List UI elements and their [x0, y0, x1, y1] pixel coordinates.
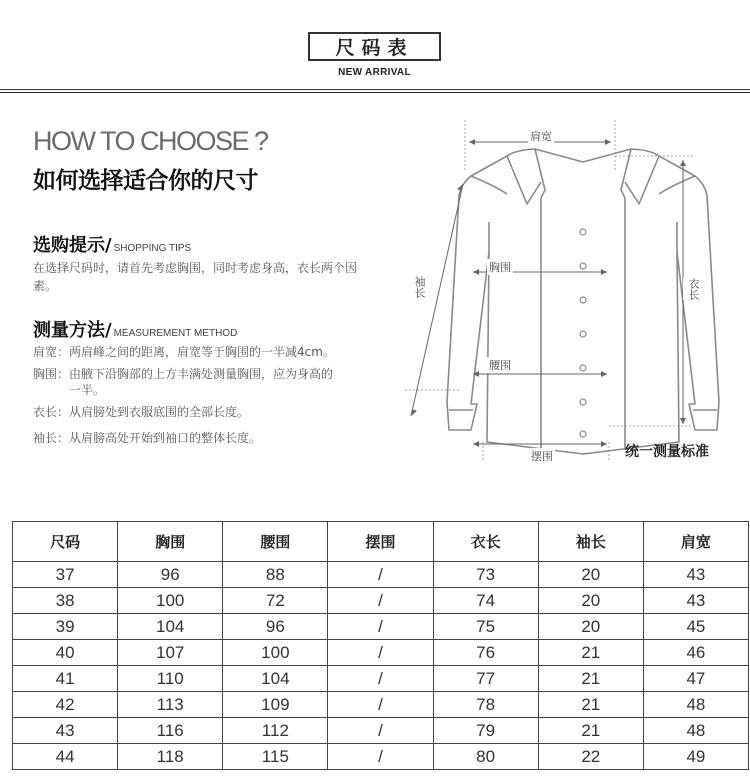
table-cell: 20	[538, 562, 643, 588]
unified-standard-label: 统一测量标准	[625, 444, 709, 460]
method-item-text: 由腋下沿胸部的上方丰满处测量胸围，应为身高的一半。	[69, 367, 334, 397]
table-cell: 45	[643, 614, 748, 640]
column-header-hem: 摆围	[328, 522, 433, 562]
new-arrival-subtitle: NEW ARRIVAL	[338, 67, 411, 78]
table-cell: 40	[13, 640, 118, 666]
column-header-sleeve: 袖长	[538, 522, 643, 562]
size-table	[12, 521, 749, 770]
table-cell: 48	[643, 718, 748, 744]
table-cell: 77	[433, 666, 538, 692]
table-cell: 39	[13, 614, 118, 640]
table-cell: 96	[118, 562, 223, 588]
table-cell: 112	[223, 718, 328, 744]
table-cell: /	[328, 562, 433, 588]
shoulder-label: 肩宽	[530, 130, 552, 143]
table-cell: 21	[538, 666, 643, 692]
method-item-label: 胸围：	[33, 367, 70, 381]
table-cell: 49	[643, 744, 748, 770]
table-cell: 21	[538, 640, 643, 666]
table-cell: 113	[118, 692, 223, 718]
measurement-method-heading-en: MEASUREMENT METHOD	[113, 328, 238, 339]
table-cell: 20	[538, 614, 643, 640]
method-item-text: 两肩峰之间的距离，肩宽等于胸围的一半减4cm。	[69, 345, 335, 359]
table-cell: 43	[13, 718, 118, 744]
column-header-chest: 胸围	[118, 522, 223, 562]
table-row	[13, 640, 749, 666]
header-divider-top	[0, 89, 750, 90]
table-cell: 104	[118, 614, 223, 640]
table-header-row	[13, 522, 749, 562]
table-cell: 96	[223, 614, 328, 640]
table-cell: 79	[433, 718, 538, 744]
column-header-shoulder: 肩宽	[643, 522, 748, 562]
table-cell: 88	[223, 562, 328, 588]
table-cell: 116	[118, 718, 223, 744]
table-row	[13, 614, 749, 640]
table-cell: 72	[223, 588, 328, 614]
table-row	[13, 744, 749, 770]
table-cell: 75	[433, 614, 538, 640]
table-cell: 76	[433, 640, 538, 666]
table-row	[13, 718, 749, 744]
method-item-length	[33, 404, 249, 420]
table-cell: 78	[433, 692, 538, 718]
column-header-length: 衣长	[433, 522, 538, 562]
column-header-waist: 腰围	[223, 522, 328, 562]
table-cell: 73	[433, 562, 538, 588]
chest-label: 胸围	[489, 261, 511, 274]
table-cell: 47	[643, 666, 748, 692]
table-cell: 115	[223, 744, 328, 770]
table-cell: 42	[13, 692, 118, 718]
method-item-sleeve	[33, 430, 261, 446]
table-cell: 37	[13, 562, 118, 588]
table-cell: 104	[223, 666, 328, 692]
method-item-shoulder	[33, 344, 335, 360]
table-cell: 48	[643, 692, 748, 718]
table-row	[13, 588, 749, 614]
table-cell: 22	[538, 744, 643, 770]
table-cell: 43	[643, 588, 748, 614]
table-row	[13, 562, 749, 588]
table-row	[13, 692, 749, 718]
table-cell: /	[328, 744, 433, 770]
method-item-chest	[33, 366, 337, 398]
table-cell: /	[328, 588, 433, 614]
column-header-size: 尺码	[13, 522, 118, 562]
shirt-measurement-diagram	[395, 112, 735, 472]
table-cell: 20	[538, 588, 643, 614]
table-cell: /	[328, 666, 433, 692]
method-item-label: 袖长：	[33, 431, 70, 445]
method-item-text: 从肩膀处到衣服底围的全部长度。	[69, 405, 250, 419]
table-cell: /	[328, 614, 433, 640]
table-cell: /	[328, 640, 433, 666]
measurement-method-heading	[33, 316, 237, 342]
table-cell: 44	[13, 744, 118, 770]
table-cell: /	[328, 718, 433, 744]
table-cell: 107	[118, 640, 223, 666]
how-to-choose-cn-heading: 如何选择适合你的尺寸	[33, 168, 258, 194]
size-chart-title: 尺码表	[308, 32, 441, 61]
table-cell: 109	[223, 692, 328, 718]
table-cell: 118	[118, 744, 223, 770]
table-cell: 80	[433, 744, 538, 770]
table-cell: 38	[13, 588, 118, 614]
table-cell: /	[328, 692, 433, 718]
length-label: 衣长	[683, 278, 703, 300]
method-item-label: 肩宽：	[33, 345, 70, 359]
table-cell: 43	[643, 562, 748, 588]
hem-label: 摆围	[531, 450, 553, 463]
table-cell: 21	[538, 718, 643, 744]
measurement-method-heading-cn: 测量方法/	[33, 320, 112, 341]
shopping-tips-heading-en: SHOPPING TIPS	[113, 243, 192, 254]
table-row	[13, 666, 749, 692]
shopping-tips-heading	[33, 231, 191, 257]
shopping-tips-text: 在选择尺码时，请首先考虑胸围，同时考虑身高，衣长两个因素。	[33, 261, 358, 293]
header-divider-bottom	[0, 92, 750, 93]
table-cell: 100	[223, 640, 328, 666]
method-item-label: 衣长：	[33, 405, 70, 419]
table-cell: 46	[643, 640, 748, 666]
table-cell: 74	[433, 588, 538, 614]
table-cell: 100	[118, 588, 223, 614]
how-to-choose-heading: HOW TO CHOOSE ?	[33, 126, 268, 156]
sleeve-label: 袖长	[409, 276, 429, 298]
waist-label: 腰围	[489, 359, 511, 372]
table-cell: 21	[538, 692, 643, 718]
method-item-text: 从肩膀高处开始到袖口的整体长度。	[69, 431, 262, 445]
table-cell: 41	[13, 666, 118, 692]
table-cell: 110	[118, 666, 223, 692]
shopping-tips-heading-cn: 选购提示/	[33, 235, 112, 256]
